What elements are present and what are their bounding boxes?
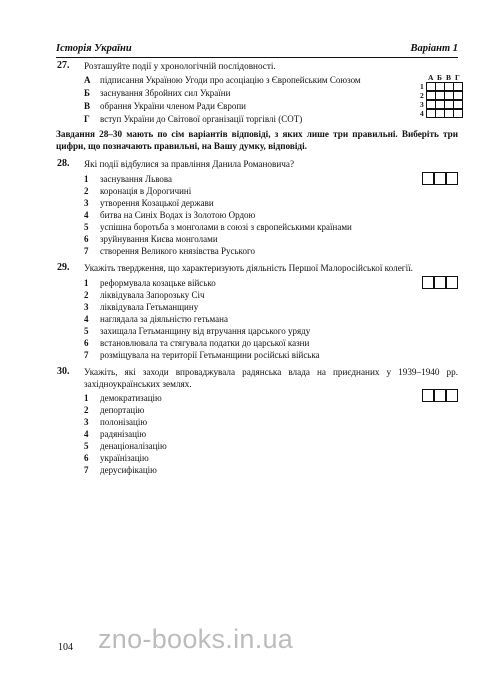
question-27-text: Розташуйте події у хронологічній послідовності. bbox=[84, 61, 276, 71]
answer-boxes-29 bbox=[422, 276, 458, 288]
grid-row-label: 3 bbox=[420, 100, 424, 109]
answer-boxes-30 bbox=[422, 389, 458, 401]
grid-col-label: А bbox=[428, 73, 434, 82]
grid-cell[interactable] bbox=[453, 100, 463, 109]
grid-row-label: 1 bbox=[420, 82, 424, 91]
question-28-text: Які події відбулися за правління Данила Романовича? bbox=[84, 159, 295, 169]
question-29-number: 29. bbox=[57, 262, 70, 273]
grid-cell[interactable] bbox=[453, 109, 463, 118]
page-number: 104 bbox=[58, 642, 73, 653]
answer-box[interactable] bbox=[422, 389, 434, 402]
answer-box[interactable] bbox=[446, 276, 458, 289]
grid-cell[interactable] bbox=[453, 82, 463, 91]
grid-col-label: Б bbox=[437, 73, 442, 82]
grid-row-label: 2 bbox=[420, 91, 424, 100]
answer-box[interactable] bbox=[434, 276, 446, 289]
watermark: zno-books.in.ua bbox=[98, 624, 294, 654]
grid-cell[interactable] bbox=[453, 91, 463, 100]
instructions-28-30: Завдання 28–30 мають по сім варіантів відповіді, з яких лише три правильні. Виберіть три цифри, що позначають правильні, на Вашу думку, відповіді. bbox=[56, 129, 458, 151]
answer-box[interactable] bbox=[446, 172, 458, 185]
page-header bbox=[56, 43, 458, 58]
answer-box[interactable] bbox=[434, 389, 446, 402]
question-28-number: 28. bbox=[57, 158, 70, 169]
question-29-text: Укажіть твердження, що характеризують діяльність Першої Малоросійської колегії. bbox=[84, 263, 413, 273]
exam-page: Історія України Варіант 1 27. Розташуйте події у хронологічній послідовності. А підписання Україною Угоди про асоціацію з Європейським Союзом Б заснування Збройних сил України В обрання України членом Ради Європи Г вступ України до Світової організації торгівлі (СОТ) А Б В Г 1 2 3 4 Завдання 28–30 мають по сім варіантів відповіді, з яких лише три правильні. Виберіть три цифри, що позначають правильні, на Вашу думку, відповіді. 28. Які події відбулися за правління Данила Романовича? 1 заснування Львова 2 коронація в Дорогичині 3 утворення Козацької держави 4 битва на Синіх Водах із Золотою Ордою 5 успішна боротьба з монголами в союзі з європейськими країнами 6 зруйнування Києва монголами 7 створення Великого князівства Руського 29. Укажіть твердження, що характеризують діяльність Першої Малоросійської колегії. 1 реформувала козацьке військо 2 ліквідувала Запорозьку Січ 3 ліквідувала Гетьманщину 4 наглядала за діяльністю гетьмана 5 захищала Гетьманщину від втручання царського уряду 6 встановлювала та стягувала податки до царської казни 7 розміщувала на території Гетьманщини російські війська 30. Укажіть, які заходи впроваджувала радянська влада на приєднаних у 1939–1940 рр. західноукраїнських землях. 1 демократизацію 2 депортацію 3 полонізацію 4 радянізацію 5 денаціоналізацію 6 українізацію 7 дерусифікацію zno-books.in.ua 104 bbox=[0, 0, 495, 700]
answer-box[interactable] bbox=[422, 172, 434, 185]
question-27-number: 27. bbox=[57, 60, 70, 71]
variant-label: Варіант 1 bbox=[410, 43, 458, 54]
answer-box[interactable] bbox=[422, 276, 434, 289]
question-30-number: 30. bbox=[57, 366, 70, 377]
grid-row-label: 4 bbox=[420, 109, 424, 118]
subject-title: Історія України bbox=[56, 43, 132, 54]
grid-col-label: Г bbox=[455, 73, 460, 82]
answer-boxes-28 bbox=[422, 172, 458, 184]
grid-col-label: В bbox=[446, 73, 452, 82]
question-30-text: Укажіть, які заходи впроваджувала радянська влада на приєднаних у 1939–1940 рр. західноукраїнських землях. bbox=[84, 367, 458, 389]
answer-box[interactable] bbox=[434, 172, 446, 185]
answer-box[interactable] bbox=[446, 389, 458, 402]
